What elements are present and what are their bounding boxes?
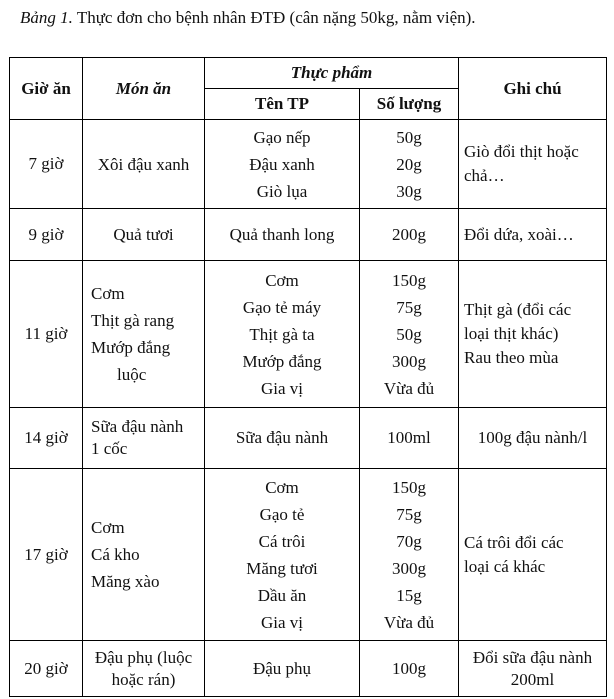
food-line: Gạo nếp xyxy=(253,127,311,147)
cell-foods: Đậu phụ xyxy=(205,641,360,697)
header-food-group: Thực phẩm xyxy=(205,58,459,89)
note-line: Rau theo mùa xyxy=(464,348,559,367)
table-row xyxy=(10,469,607,641)
cell-quantities: 200g xyxy=(360,209,459,261)
cell-note: 100g đậu nành/l xyxy=(459,408,607,469)
header-row-top xyxy=(10,58,607,89)
quantity-line: 75g xyxy=(396,504,422,524)
dish-line: Đậu phụ (luộc xyxy=(94,647,193,667)
cell-foods: Sữa đậu nành xyxy=(205,408,360,469)
dish-line: Sữa đậu nành xyxy=(91,417,184,436)
note-line: 200ml xyxy=(510,669,555,689)
cell-dish xyxy=(83,261,205,408)
table-row xyxy=(10,261,607,408)
cell-note xyxy=(459,261,607,408)
cell-foods xyxy=(205,469,360,641)
note-line: Đổi sữa đậu nành xyxy=(472,647,593,667)
dish-line: Măng xào xyxy=(91,572,160,591)
table-row xyxy=(10,641,607,697)
food-line: Giò lụa xyxy=(256,181,308,201)
food-line: Gạo tẻ máy xyxy=(242,297,322,317)
cell-quantities xyxy=(360,469,459,641)
cell-quantities xyxy=(360,261,459,408)
quantity-line: 20g xyxy=(396,154,422,174)
quantity-line: 70g xyxy=(396,531,422,551)
cell-foods: Quả thanh long xyxy=(205,209,360,261)
food-line: Gia vị xyxy=(260,378,304,398)
cell-quantities: 100ml xyxy=(360,408,459,469)
food-line: Thịt gà ta xyxy=(249,324,315,344)
dish-line: hoặc rán) xyxy=(111,669,176,689)
food-line: Gia vị xyxy=(260,612,304,632)
food-line: Cá trôi xyxy=(258,531,306,551)
table-row xyxy=(10,209,607,261)
food-line: Gạo tẻ xyxy=(259,504,305,524)
cell-time: 11 giờ xyxy=(10,261,83,408)
note-line: Cá trôi đổi các xyxy=(464,532,564,552)
quantity-line: 150g xyxy=(392,477,426,497)
table-row xyxy=(10,120,607,209)
quantity-line: 150g xyxy=(392,270,426,290)
caption-label: Bảng 1. xyxy=(20,8,73,27)
cell-note: Đổi dứa, xoài… xyxy=(459,209,607,261)
cell-time: 9 giờ xyxy=(10,209,83,261)
cell-time: 20 giờ xyxy=(10,641,83,697)
note-line: loại thịt khác) xyxy=(464,324,559,343)
dish-line: Xôi đậu xanh xyxy=(97,154,190,174)
quantity-line: 300g xyxy=(392,558,426,578)
header-note: Ghi chú xyxy=(459,58,607,120)
quantity-line: Vừa đủ xyxy=(383,612,435,632)
table-row xyxy=(10,408,607,469)
cell-time: 7 giờ xyxy=(10,120,83,209)
quantity-line: 300g xyxy=(392,351,426,371)
quantity-line: 30g xyxy=(396,181,422,201)
header-dish: Món ăn xyxy=(83,58,205,120)
header-quantity: Số lượng xyxy=(360,89,459,120)
quantity-line: 15g xyxy=(396,585,422,605)
cell-foods xyxy=(205,120,360,209)
cell-dish: Quả tươi xyxy=(83,209,205,261)
cell-note xyxy=(459,469,607,641)
table-caption xyxy=(20,8,476,28)
cell-quantities xyxy=(360,120,459,209)
dish-line: 1 cốc xyxy=(91,439,128,458)
note-line: chả… xyxy=(464,166,505,185)
food-line: Mướp đắng xyxy=(242,351,322,371)
cell-note xyxy=(459,641,607,697)
food-line: Đậu xanh xyxy=(249,154,315,174)
dish-line: Cá kho xyxy=(91,545,140,564)
quantity-line: 50g xyxy=(396,127,422,147)
food-line: Dầu ăn xyxy=(257,585,307,605)
cell-quantities: 100g xyxy=(360,641,459,697)
cell-foods xyxy=(205,261,360,408)
caption-text: Thực đơn cho bệnh nhân ĐTĐ (cân nặng 50kg, nằm viện). xyxy=(72,8,476,27)
dish-line: Cơm xyxy=(91,518,125,537)
food-line: Măng tươi xyxy=(246,558,318,578)
header-time: Giờ ăn xyxy=(10,58,83,120)
note-line: loại cá khác xyxy=(464,556,546,576)
dish-line: luộc xyxy=(117,365,147,384)
cell-time: 17 giờ xyxy=(10,469,83,641)
quantity-line: Vừa đủ xyxy=(383,378,435,398)
dish-line: Thịt gà rang xyxy=(91,311,175,330)
note-line: Giò đổi thịt hoặc xyxy=(464,142,579,161)
cell-dish xyxy=(83,641,205,697)
header-food-name: Tên TP xyxy=(205,89,360,120)
cell-time: 14 giờ xyxy=(10,408,83,469)
cell-dish xyxy=(83,120,205,209)
food-line: Cơm xyxy=(265,477,299,497)
cell-note xyxy=(459,120,607,209)
food-line: Cơm xyxy=(265,270,299,290)
quantity-line: 75g xyxy=(396,297,422,317)
cell-dish xyxy=(83,408,205,469)
cell-dish xyxy=(83,469,205,641)
meal-plan-table xyxy=(9,57,607,697)
dish-line: Mướp đắng xyxy=(91,338,171,357)
dish-line: Cơm xyxy=(91,284,125,303)
note-line: Thịt gà (đổi các xyxy=(464,300,572,319)
quantity-line: 50g xyxy=(396,324,422,344)
